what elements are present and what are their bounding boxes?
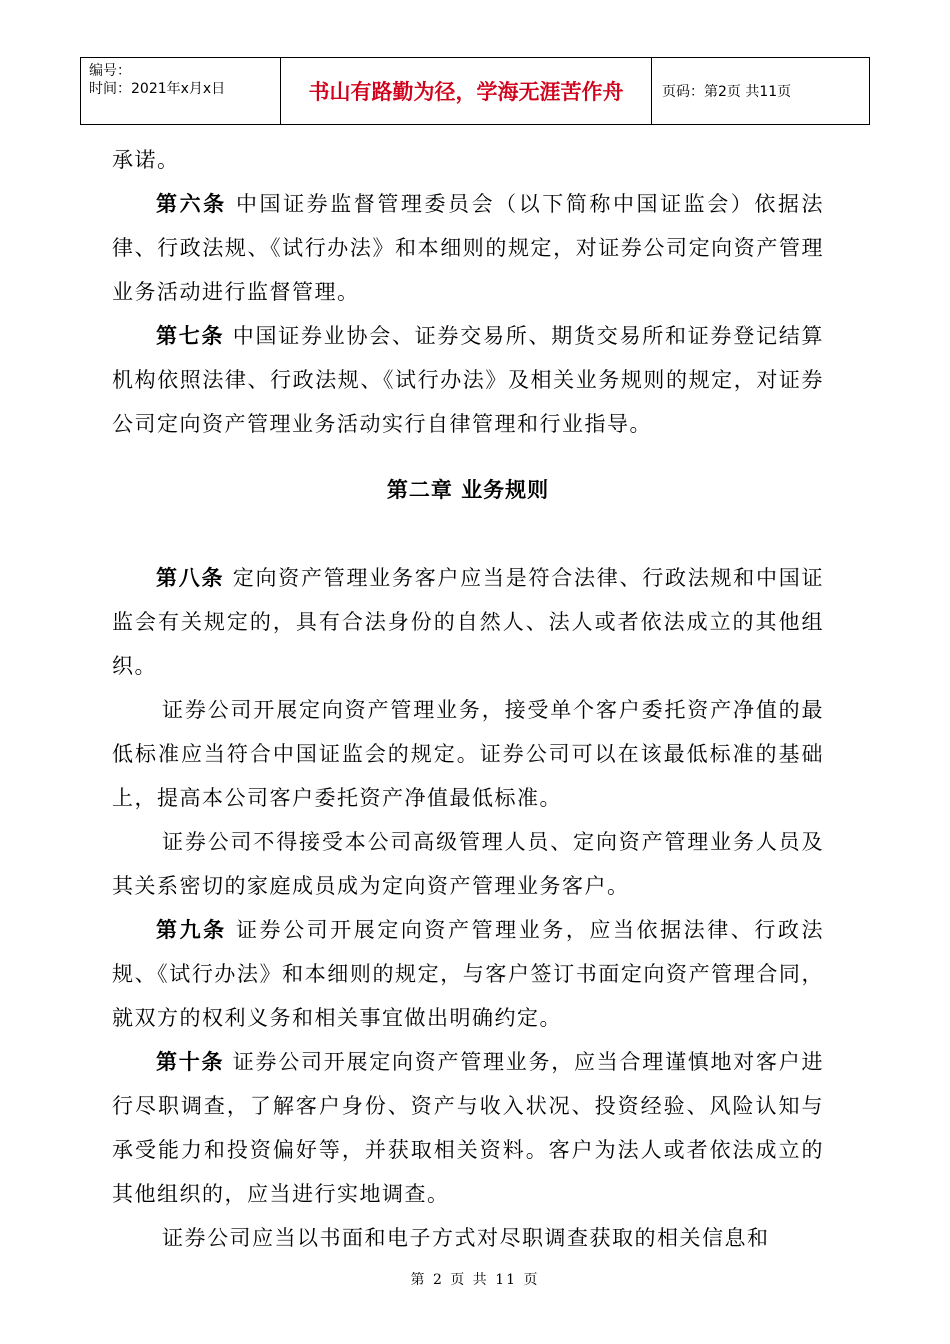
article-title: 第九条 xyxy=(156,918,227,942)
document-body xyxy=(112,138,824,1260)
paragraph: 证券公司不得接受本公司高级管理人员、定向资产管理业务人员及其关系密切的家庭成员成为定向资产管理业务客户。 xyxy=(112,830,824,898)
article-text: 定向资产管理业务客户应当是符合法律、行政法规和中国证监会有关规定的，具有合法身份的自然人、法人或者依法成立的其他组织。 xyxy=(112,566,824,678)
article-8 xyxy=(112,556,824,688)
article-10 xyxy=(112,1040,824,1216)
date-label: 时间：2021年x月x日 xyxy=(89,81,226,97)
document-header xyxy=(80,57,870,125)
header-page-info: 页码：第2页 共11页 xyxy=(662,84,792,100)
header-motto: 书山有路勤为径，学海无涯苦作舟 xyxy=(281,58,652,124)
article-title: 第六条 xyxy=(156,192,227,216)
paragraph: 证券公司开展定向资产管理业务，接受单个客户委托资产净值的最低标准应当符合中国证监会的规定。证券公司可以在该最低标准的基础上，提高本公司客户委托资产净值最低标准。 xyxy=(112,698,824,810)
paragraph: 证券公司应当以书面和电子方式对尽职调查获取的相关信息和 xyxy=(162,1226,770,1250)
article-text: 中国证券业协会、证券交易所、期货交易所和证券登记结算机构依照法律、行政法规、《试行办法》及相关业务规则的规定，对证券公司定向资产管理业务活动实行自律管理和行业指导。 xyxy=(112,324,824,436)
article-9 xyxy=(112,908,824,1040)
article-text: 证券公司开展定向资产管理业务，应当依据法律、行政法规、《试行办法》和本细则的规定，与客户签订书面定向资产管理合同，就双方的权利义务和相关事宜做出明确约定。 xyxy=(112,918,824,1030)
article-6 xyxy=(112,182,824,314)
number-label: 编号： xyxy=(89,63,131,79)
article-7 xyxy=(112,314,824,446)
header-meta xyxy=(81,58,281,124)
chapter-heading: 第二章 业务规则 xyxy=(386,478,550,502)
article-title: 第八条 xyxy=(156,566,225,590)
article-text: 中国证券监督管理委员会（以下简称中国证监会）依据法律、行政法规、《试行办法》和本细则的规定，对证券公司定向资产管理业务活动进行监督管理。 xyxy=(112,192,824,304)
article-title: 第七条 xyxy=(156,324,225,348)
paragraph: 承诺。 xyxy=(112,148,180,172)
article-text: 证券公司开展定向资产管理业务，应当合理谨慎地对客户进行尽职调查，了解客户身份、资产与收入状况、投资经验、风险认知与承受能力和投资偏好等，并获取相关资料。客户为法人或者依法成立的其他组织的，应当进行实地调查。 xyxy=(112,1050,824,1206)
article-title: 第十条 xyxy=(156,1050,225,1074)
page-footer: 第 2 页 共 11 页 xyxy=(410,1272,540,1288)
